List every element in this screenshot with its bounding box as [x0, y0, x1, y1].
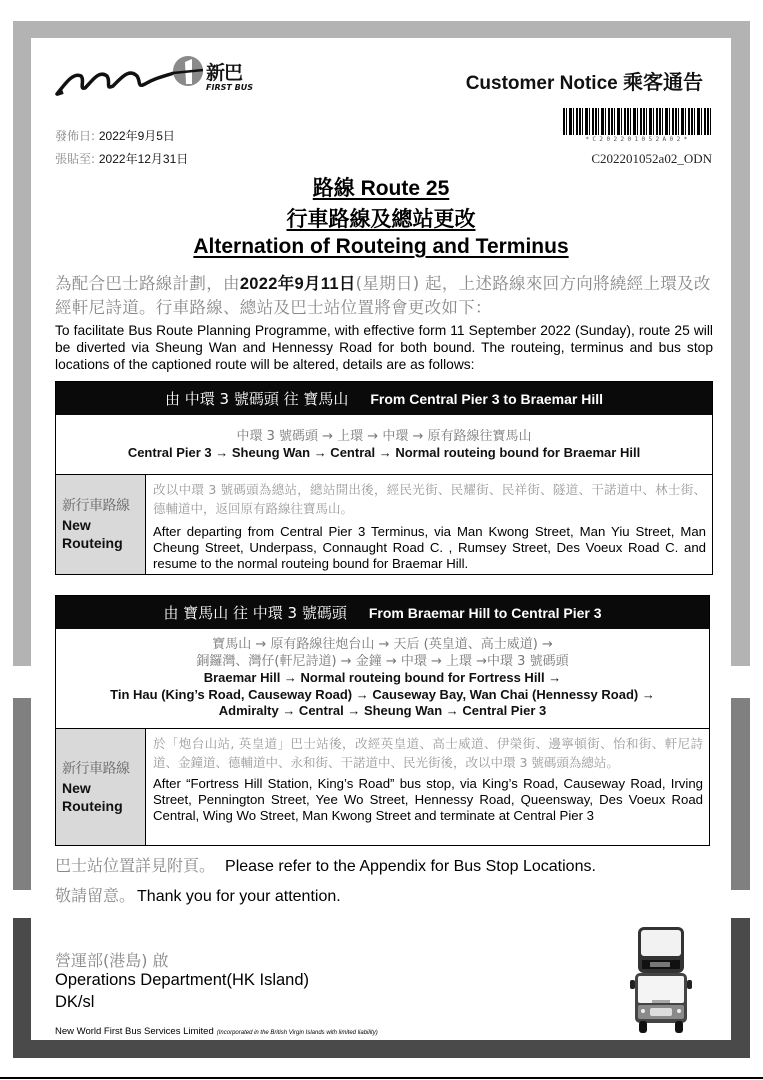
change-title-cn: 行車路線及總站更改: [286, 207, 476, 231]
frame-border-top: [13, 21, 750, 38]
direction-heading-cn: 由 中環 3 號碼頭 往 寶馬山: [164, 390, 349, 408]
issue-date-label: 發佈日:: [55, 129, 96, 143]
detail-en: After departing from Central Pier 3 Terminus, via Man Kwong Street, Man Yiu Street, Man Cheung Street, Underpass, Connaught Road C. , Rumsey Street, Des Voeux Road C. and resume to the normal routeing bound for Braemar Hill.: [153, 524, 706, 571]
customer-notice-title: [466, 66, 703, 95]
route-summary-cn-line-1: 寶馬山 → 原有路線往炮台山 → 天后 (英皇道、高士威道) →: [212, 637, 553, 652]
company-name: New World First Bus Services Limited (Incorporated in the British Virgin Islands with limited liability): [55, 1026, 378, 1037]
direction-heading-cn: 由 寶馬山 往 中環 3 號碼頭: [163, 604, 347, 622]
brush-stroke-logo-icon: [55, 54, 205, 100]
post-until-label: 張貼至:: [55, 152, 96, 166]
notice-title-cn: 乘客通告: [623, 70, 703, 94]
post-until-value: 2022年12月31日: [98, 152, 189, 166]
signature-dept-en: Operations Department(HK Island): [55, 971, 310, 989]
logo-english-name: FIRST BUS: [206, 83, 253, 92]
detail-en: After “Fortress Hill Station, King’s Road” bus stop, via King’s Road, Causeway Road, Irving Street, Pennington Street, Yee Wo Street, Hennessy Road, Queensway, Des Voeux Road Central, Wing Wo Street, Man Kwong Street and terminate at Central Pier 3: [153, 776, 703, 823]
notice-title-en: Customer Notice: [465, 73, 618, 94]
new-routeing-label: 新行車路線 New Routeing: [56, 729, 146, 845]
frame-border-left-light: [13, 21, 31, 666]
route-summary-en-line-2: Tin Hau (King’s Road, Causeway Road) → Causeway Bay, Wan Chai (Hennessy Road) →: [110, 686, 655, 702]
frame-border-right-light: [731, 21, 750, 666]
route-summary: [56, 415, 712, 475]
direction-heading: [56, 596, 709, 629]
signature-dept-cn: 營運部(港島) 啟: [55, 951, 169, 970]
route-summary-en: Central Pier 3 → Sheung Wan → Central → Normal routeing bound for Braemar Hill: [127, 445, 641, 460]
barcode: [563, 108, 713, 142]
route-summary-cn: 中環 3 號碼頭 → 上環 → 中環 → 原有路線往寶馬山: [236, 429, 532, 444]
logo-chinese-name: 新巴: [206, 62, 243, 84]
page-bottom-rule: [0, 1077, 763, 1079]
change-title-en: Alternation of Routeing and Terminus: [193, 235, 569, 258]
frame-border-right-dark: [731, 918, 750, 1058]
route-table-outbound: [55, 381, 713, 575]
issue-date: [55, 127, 175, 144]
route-summary-en-line-3: Admiralty → Central → Sheung Wan → Central Pier 3: [218, 703, 547, 718]
detail-cn: 於「炮台山站, 英皇道」巴士站後，改經英皇道、高士威道、伊榮街、邊寧頓街、怡和街、軒尼詩道、金鐘道、德輔道中、永和街、干諾道中、民光街後，改以中環 3 號碼頭為總站。: [153, 736, 703, 770]
thanks-note: 敬請留意。 Thank you for your attention.: [55, 886, 341, 905]
new-routeing-detail: [146, 475, 712, 574]
detail-cn: 改以中環 3 號碼頭為總站，總站開出後，經民光街、民耀街、民祥街、隧道、干諾道中、林士街、德輔道中，返回原有路線往寶馬山。: [153, 482, 706, 516]
barcode-bars-icon: [563, 108, 713, 135]
document-code: C202201052a02_ODN: [591, 151, 712, 166]
frame-border-left-dark: [13, 918, 31, 1058]
post-until-date: [55, 150, 188, 167]
frame-border-left-medium: [13, 698, 31, 890]
route-title: 路線 Route 25: [312, 177, 450, 200]
route-summary-cn-line-2: 銅鑼灣、灣仔(軒尼詩道) → 金鐘 → 中環 → 上環 →中環 3 號碼頭: [196, 654, 569, 669]
double-decker-bus-icon: [630, 925, 692, 1035]
new-routeing-label: 新行車路線 New Routeing: [56, 475, 146, 574]
direction-heading-en: From Central Pier 3 to Braemar Hill: [370, 390, 604, 407]
frame-border-bottom: [13, 1040, 750, 1058]
issue-date-value: 2022年9月5日: [98, 129, 175, 143]
route-summary-en-line-1: Braemar Hill → Normal routeing bound for Fortress Hill →: [203, 670, 562, 685]
signature-reference: DK/sl: [55, 993, 95, 1011]
intro-paragraph-en: To facilitate Bus Route Planning Programme, with effective form 11 September 2022 (Sunday), route 25 will be diverted via Sheung Wan and Hennessy Road for both bound. The routeing, terminus and bus stop locations of the captioned route will be altered, details are as follows:: [55, 323, 713, 372]
route-summary: [56, 629, 709, 729]
new-routeing-row: [56, 729, 709, 845]
direction-heading-en: From Braemar Hill to Central Pier 3: [368, 604, 602, 621]
new-routeing-detail: [146, 729, 709, 845]
barcode-digits: *C202201052A02*: [585, 136, 691, 143]
route-table-inbound: [55, 595, 710, 846]
appendix-note: 巴士站位置詳見附頁。 Please refer to the Appendix for Bus Stop Locations.: [55, 856, 596, 875]
new-routeing-row: [56, 475, 712, 574]
intro-paragraph-cn: 為配合巴士路線計劃，由2022年9月11日(星期日) 起，上述路線來回方向將繞經上環及改經軒尼詩道。行車路線、總站及巴士站位置將會更改如下：: [55, 274, 711, 317]
direction-heading: [56, 382, 712, 415]
first-bus-logo: [55, 54, 255, 100]
frame-border-right-medium: [731, 698, 750, 890]
